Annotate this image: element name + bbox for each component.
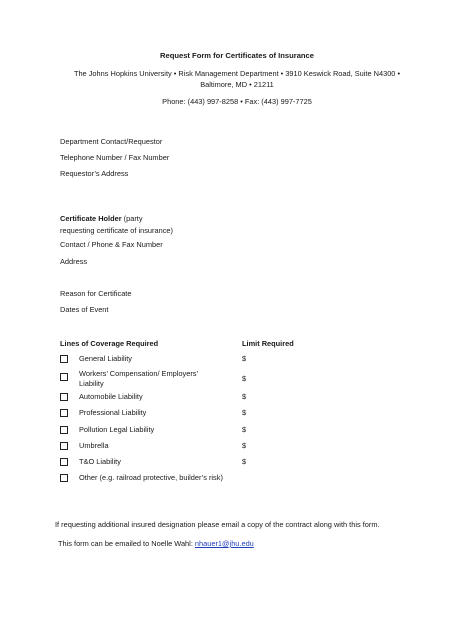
email-link[interactable]: nhauer1@jhu.edu	[194, 539, 254, 548]
checkbox-professional-liability[interactable]	[60, 409, 68, 417]
coverage-label: T&O Liability	[79, 457, 121, 466]
limit-required-header: Limit Required	[242, 339, 294, 348]
checkbox-other[interactable]	[60, 474, 68, 482]
limit-dollar: $	[242, 354, 247, 363]
certificate-holder-note-line2: requesting certificate of insurance)	[60, 226, 173, 235]
coverage-label-line2: Liability	[79, 379, 104, 388]
email-instruction	[58, 540, 254, 549]
certificate-holder-note: (party	[121, 214, 143, 223]
limit-dollar: $	[242, 441, 247, 450]
department-contact-label: Department Contact/Requestor	[60, 137, 163, 146]
dates-label: Dates of Event	[60, 305, 109, 314]
limit-dollar: $	[242, 457, 247, 466]
certificate-holder-title: Certificate Holder	[60, 214, 122, 223]
checkbox-t-and-o-liability[interactable]	[60, 458, 68, 466]
requestor-address-label: Requestor’s Address	[60, 169, 129, 178]
checkbox-workers-compensation[interactable]	[60, 373, 68, 381]
additional-insured-note: If requesting additional insured designation please email a copy of the contract along with this form.	[55, 520, 380, 529]
checkbox-automobile-liability[interactable]	[60, 393, 68, 401]
coverage-label: Professional Liability	[79, 408, 147, 417]
address-line-1: The Johns Hopkins University • Risk Management Department • 3910 Keswick Road, Suite N4300 •	[73, 69, 401, 78]
telephone-fax-label: Telephone Number / Fax Number	[60, 153, 170, 162]
reason-label: Reason for Certificate	[60, 289, 132, 298]
coverage-label: Pollution Legal Liability	[79, 425, 155, 434]
checkbox-general-liability[interactable]	[60, 355, 68, 363]
coverage-label: Automobile Liability	[79, 392, 143, 401]
certificate-holder-heading	[60, 215, 143, 224]
checkbox-umbrella[interactable]	[60, 442, 68, 450]
coverage-label: General Liability	[79, 354, 132, 363]
limit-dollar: $	[242, 392, 247, 401]
checkbox-pollution-legal-liability[interactable]	[60, 426, 68, 434]
limit-dollar: $	[242, 425, 247, 434]
address-line-2: Baltimore, MD • 21211	[200, 80, 274, 89]
holder-contact-label: Contact / Phone & Fax Number	[60, 240, 163, 249]
limit-dollar: $	[242, 374, 247, 383]
coverage-label: Other (e.g. railroad protective, builder’s risk)	[79, 473, 223, 482]
holder-address-label: Address	[60, 257, 88, 266]
phone-fax-line: Phone: (443) 997-8258 • Fax: (443) 997-7725	[162, 97, 312, 106]
email-prefix: This form can be emailed to Noelle Wahl:	[58, 539, 195, 548]
coverage-label: Umbrella	[79, 441, 109, 450]
lines-of-coverage-header: Lines of Coverage Required	[60, 339, 159, 348]
coverage-label: Workers’ Compensation/ Employers’	[79, 369, 199, 378]
limit-dollar: $	[242, 408, 247, 417]
form-title: Request Form for Certificates of Insurance	[159, 51, 315, 60]
